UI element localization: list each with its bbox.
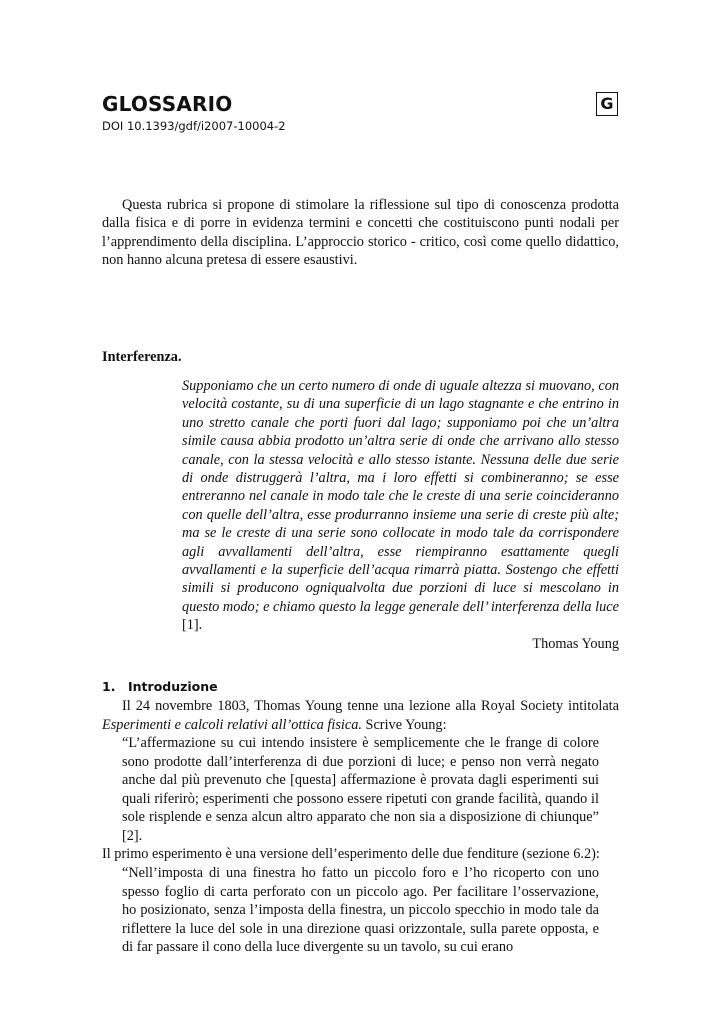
section-number: 1. xyxy=(102,679,116,694)
epigraph-text: Supponiamo che un certo numero di onde di uguale altezza si muovano, con velocità costante, su di una superficie di un lago stagnante e che entrino in uno stretto canale che porti fuori dal lago; supponiamo poi che un’altra simile causa abbia prodotto un’altra serie di onde che arrivano allo stesso canale, con la stessa velocità e allo stesso istante. Nessuna delle due serie di onde distruggerà l’altra, ma i loro effetti si combineranno; se esse entreranno nel canale in modo tale che le creste di una serie coincideranno con quelle dell’altra, esse produrranno insieme una serie di creste più alte; ma se le creste di una serie sono collocate in modo tale da corrispondere agli avvallamenti dell’altra, esse riempiranno esattamente quegli avvallamenti e la superficie dell’acqua rimarrà piatta. Sostengo che effetti simili si producono ogniqualvolta due porzioni di luce si mescolano in questo modo; e chiamo questo la legge generale dell’ interferenza della luce xyxy=(182,378,619,615)
paragraph-text: Il 24 novembre 1803, Thomas Young tenne una lezione alla Royal Society intitolata xyxy=(122,698,619,714)
epigraph-reference: [1]. xyxy=(182,617,203,634)
section-paragraph-2: Il primo esperimento è una versione dell’esperimento delle due fenditure (sezione 6.2): xyxy=(102,846,600,862)
young-quote-1: “L’affermazione su cui intendo insistere è semplicemente che le frange di colore sono prodotte dall’interferenza di due porzioni di luce; e penso non verrà negato anche dal più prevenuto che [questa] affermazione è provata dagli esperimenti sui quali riferirò; esperimenti che possono essere ripetuti con grande facilità, quando il sole risplende e senza alcun altro apparato che non sia a disposizione di chiunque” [2]. xyxy=(122,735,599,844)
section-heading xyxy=(102,679,218,694)
section-paragraph-1 xyxy=(102,697,619,734)
section-heading-title: Introduzione xyxy=(128,679,218,694)
paragraph-text: Scrive Young: xyxy=(361,716,447,733)
young-quote-2: “Nell’imposta di una finestra ho fatto un piccolo foro e l’ho ricoperto con uno spesso foglio di carta perforato con un piccolo ago. Per facilitare l’osservazione, ho posizionato, senza l’imposta della finestra, un piccolo specchio in modo tale da riflettere la luce del sole in una direzione quasi orizzontale, sulla parete opposta, e di far passare il cono della luce divergente su un tavolo, su cui erano xyxy=(122,865,599,955)
epigraph-author: Thomas Young xyxy=(532,636,619,652)
intro-paragraph: Questa rubrica si propone di stimolare la riflessione sul tipo di conoscenza prodotta dalla fisica e di porre in evidenza termini e concetti che costituiscono punti nodali per l’apprendimento della disciplina. L’approccio storico - critico, così come quello didattico, non hanno alcuna pretesa di essere esaustivi. xyxy=(102,197,619,268)
entry-title: Interferenza. xyxy=(102,349,182,365)
section-badge: G xyxy=(596,92,618,116)
lecture-title: Esperimenti e calcoli relativi all’ottica fisica. xyxy=(102,716,362,733)
epigraph-quote xyxy=(182,377,619,635)
doi: DOI 10.1393/gdf/i2007-10004-2 xyxy=(102,119,286,133)
section-title: GLOSSARIO xyxy=(102,92,233,116)
